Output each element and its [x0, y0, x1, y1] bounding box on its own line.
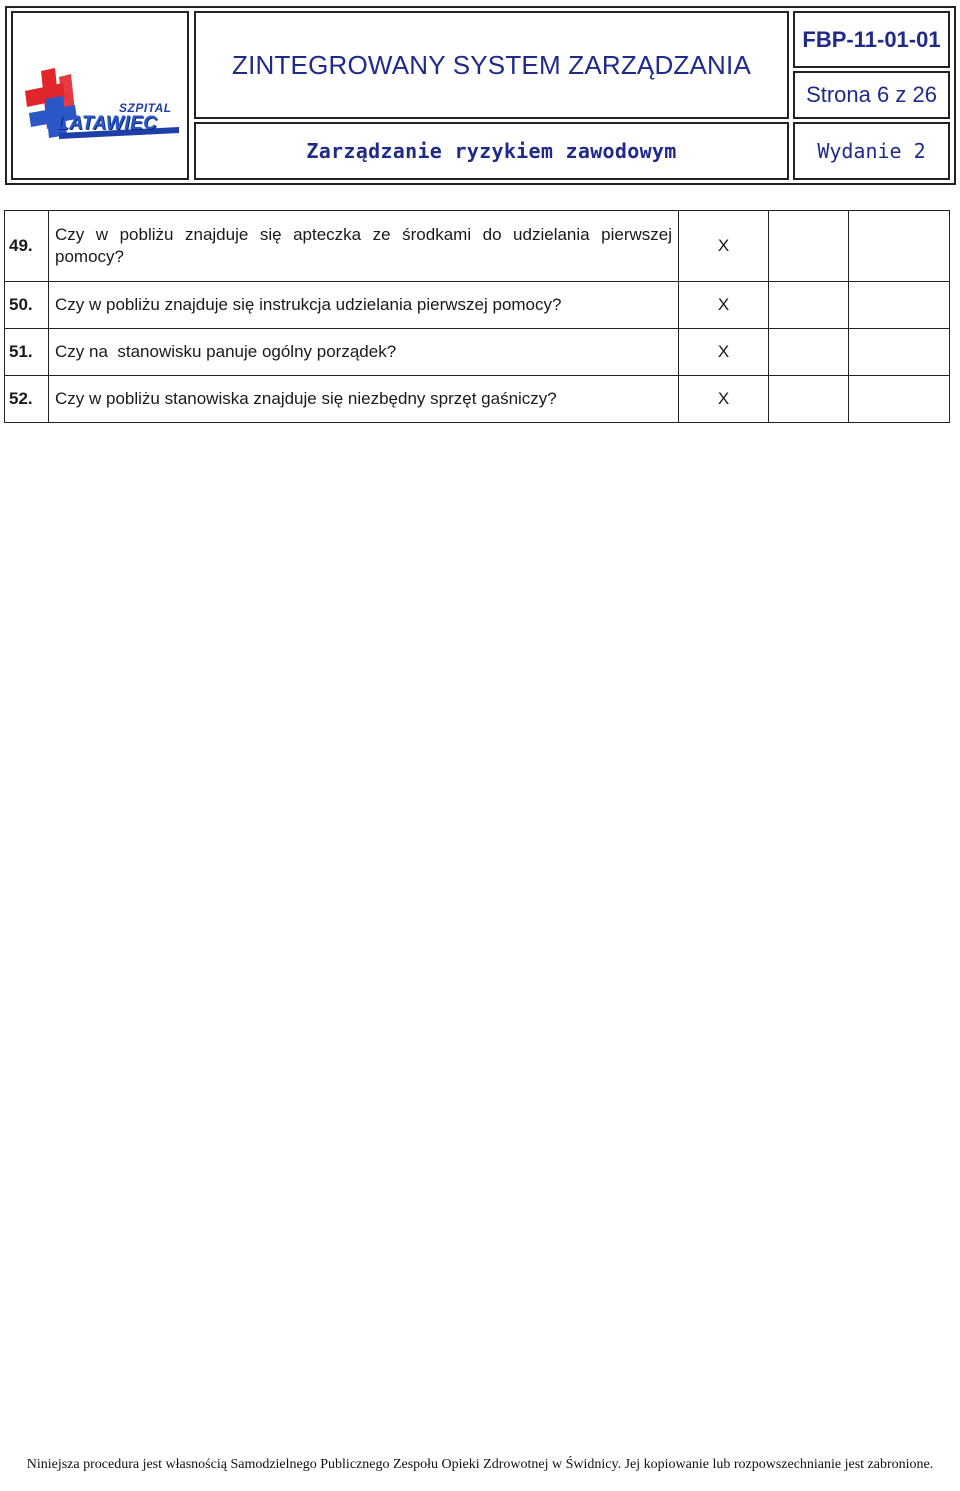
edition-label: Wydanie 2	[817, 139, 926, 163]
table-row	[5, 211, 950, 282]
empty-cell	[849, 211, 950, 282]
table-row	[5, 376, 950, 423]
checklist-table	[4, 210, 950, 423]
row-question: Czy w pobliżu znajduje się apteczka ze środkami do udzielania pierwszej pomocy?	[49, 211, 679, 282]
empty-cell	[849, 329, 950, 376]
row-number: 50.	[5, 282, 49, 329]
page-number: Strona 6 z 26	[806, 82, 937, 107]
empty-cell	[769, 282, 849, 329]
logo-bottom-text: LATAWIEC	[57, 113, 158, 134]
document-header	[5, 6, 956, 185]
empty-cell	[849, 282, 950, 329]
system-title: ZINTEGROWANY SYSTEM ZARZĄDZANIA	[231, 49, 751, 80]
subject-cell	[194, 122, 789, 180]
row-question: Czy w pobliżu znajduje się instrukcja udzielania pierwszej pomocy?	[49, 282, 679, 329]
row-question: Czy na stanowisku panuje ogólny porządek?	[49, 329, 679, 376]
system-title-cell	[194, 11, 789, 119]
row-mark: X	[679, 211, 769, 282]
row-question: Czy w pobliżu stanowiska znajduje się niezbędny sprzęt gaśniczy?	[49, 376, 679, 423]
doc-code: FBP-11-01-01	[802, 26, 941, 52]
row-number: 51.	[5, 329, 49, 376]
footer-notice: Niniejsza procedura jest własnością Samodzielnego Publicznego Zespołu Opieki Zdrowotnej w Świdnicy. Jej kopiowanie lub rozpowszechnianie jest zabronione.	[26, 1457, 934, 1472]
row-number: 52.	[5, 376, 49, 423]
table-row	[5, 282, 950, 329]
empty-cell	[769, 329, 849, 376]
hospital-logo	[19, 63, 185, 143]
logo-top-text: SZPITAL	[119, 101, 172, 115]
page-number-cell	[793, 71, 950, 119]
subject-title: Zarządzanie ryzykiem zawodowym	[306, 139, 677, 163]
row-number: 49.	[5, 211, 49, 282]
empty-cell	[769, 211, 849, 282]
doc-code-cell	[793, 11, 950, 68]
empty-cell	[769, 376, 849, 423]
row-mark: X	[679, 282, 769, 329]
empty-cell	[849, 376, 950, 423]
edition-cell	[793, 122, 950, 180]
logo-cell	[11, 11, 189, 180]
row-mark: X	[679, 329, 769, 376]
row-mark: X	[679, 376, 769, 423]
table-row	[5, 329, 950, 376]
